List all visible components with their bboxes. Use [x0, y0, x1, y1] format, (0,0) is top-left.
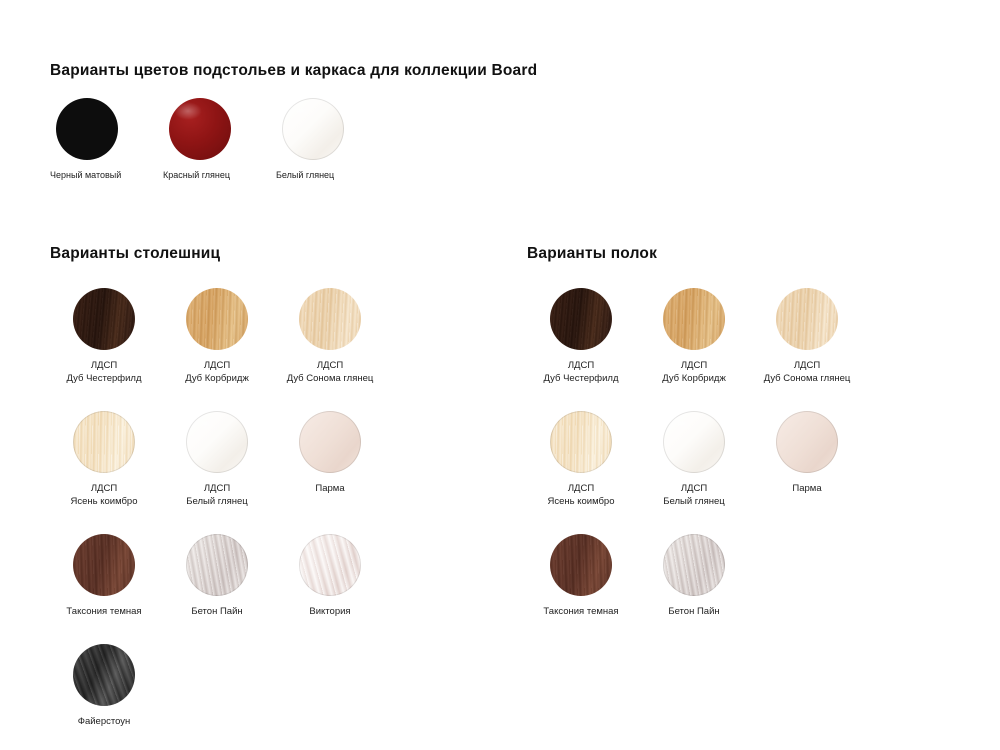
swatch-disc: [169, 98, 231, 160]
swatch-label-primary: Бетон Пайн: [668, 606, 720, 617]
swatch-labels: [50, 482, 158, 508]
swatch-labels: [640, 605, 748, 618]
swatch-label-secondary: Дуб Корбридж: [662, 373, 726, 384]
swatch-labels: [527, 605, 635, 618]
swatch-label-primary: ЛДСП: [203, 483, 231, 494]
swatch-item: [50, 644, 163, 728]
swatch-label-secondary: Дуб Сонома глянец: [763, 373, 851, 384]
swatch-labels: [276, 169, 376, 182]
swatch-disc: [299, 411, 361, 473]
swatch-item: [50, 288, 163, 385]
swatch-labels: [50, 359, 158, 385]
swatch-item: [163, 288, 276, 385]
swatch-disc: [56, 98, 118, 160]
swatch-item: [527, 534, 640, 618]
swatch-disc: [550, 534, 612, 596]
swatch-item: [50, 534, 163, 618]
swatch-label-secondary: Ясень коимбро: [547, 496, 615, 507]
swatch-item: [640, 288, 753, 385]
swatch-item: [163, 534, 276, 618]
swatch-labels: [163, 169, 263, 182]
swatch-labels: [163, 359, 271, 385]
swatch-labels: [276, 605, 384, 618]
swatch-label-secondary: Ясень коимбро: [70, 496, 138, 507]
swatch-item: [50, 98, 163, 182]
swatch-item: [753, 288, 866, 385]
swatch-disc: [282, 98, 344, 160]
swatch-label-primary: ЛДСП: [203, 360, 231, 371]
swatch-labels: [50, 605, 158, 618]
swatch-label-primary: ЛДСП: [316, 360, 344, 371]
shelves-grid: [527, 288, 866, 618]
swatch-label-secondary: Дуб Сонома глянец: [286, 373, 374, 384]
swatch-labels: [753, 359, 861, 385]
swatch-item: [640, 411, 753, 508]
swatch-labels: [527, 482, 635, 508]
frame-colors-section-title: Варианты цветов подстольев и каркаса для коллекции Board: [50, 62, 538, 79]
swatch-disc: [73, 411, 135, 473]
swatch-disc: [73, 534, 135, 596]
swatch-disc: [73, 644, 135, 706]
swatch-label-primary: ЛДСП: [680, 360, 708, 371]
swatch-disc: [186, 288, 248, 350]
swatch-label-primary: ЛДСП: [90, 483, 118, 494]
swatch-item: [276, 98, 389, 182]
swatch-disc: [663, 288, 725, 350]
swatch-labels: [50, 169, 150, 182]
swatch-label-primary: ЛДСП: [793, 360, 821, 371]
swatch-labels: [753, 482, 861, 495]
frame-colors-grid: [50, 98, 389, 182]
tabletops-grid: [50, 288, 389, 728]
swatch-labels: [640, 482, 748, 508]
swatch-disc: [550, 411, 612, 473]
swatch-label-primary: Файерстоун: [77, 716, 131, 727]
swatch-labels: [276, 359, 384, 385]
swatch-disc: [186, 411, 248, 473]
swatch-disc: [299, 288, 361, 350]
swatch-labels: [640, 359, 748, 385]
swatch-disc: [186, 534, 248, 596]
swatch-item: [276, 534, 389, 618]
swatch-label-primary: Виктория: [309, 606, 351, 617]
swatch-labels: [163, 605, 271, 618]
swatch-label-primary: ЛДСП: [567, 360, 595, 371]
swatch-item: [276, 288, 389, 385]
swatch-labels: [276, 482, 384, 495]
swatch-item: [527, 411, 640, 508]
swatch-labels: [527, 359, 635, 385]
swatch-label-primary: Белый глянец: [276, 170, 335, 180]
swatch-label-primary: Парма: [315, 483, 345, 494]
swatch-disc: [73, 288, 135, 350]
swatch-label-secondary: Белый глянец: [186, 496, 248, 507]
swatch-item: [50, 411, 163, 508]
swatch-label-secondary: Дуб Корбридж: [185, 373, 249, 384]
swatch-label-primary: ЛДСП: [90, 360, 118, 371]
swatch-item: [753, 411, 866, 508]
swatch-labels: [163, 482, 271, 508]
swatch-disc: [776, 411, 838, 473]
swatch-disc: [550, 288, 612, 350]
swatch-label-primary: Парма: [792, 483, 822, 494]
swatch-item: [527, 288, 640, 385]
swatch-label-primary: ЛДСП: [567, 483, 595, 494]
swatch-disc: [663, 411, 725, 473]
swatch-label-primary: Черный матовый: [50, 170, 122, 180]
swatch-item: [163, 411, 276, 508]
swatch-item: [276, 411, 389, 508]
swatch-item: [163, 98, 276, 182]
shelves-section-title: Варианты полок: [527, 245, 658, 262]
swatch-labels: [50, 715, 158, 728]
swatch-disc: [299, 534, 361, 596]
swatch-label-secondary: Белый глянец: [663, 496, 725, 507]
swatch-label-primary: ЛДСП: [680, 483, 708, 494]
swatch-disc: [663, 534, 725, 596]
swatch-label-secondary: Дуб Честерфилд: [543, 373, 619, 384]
swatch-label-primary: Бетон Пайн: [191, 606, 243, 617]
swatch-label-primary: Таксония темная: [543, 606, 619, 617]
swatch-disc: [776, 288, 838, 350]
swatch-label-primary: Красный глянец: [163, 170, 231, 180]
swatch-label-secondary: Дуб Честерфилд: [66, 373, 142, 384]
tabletops-section-title: Варианты столешниц: [50, 245, 221, 262]
swatch-label-primary: Таксония темная: [66, 606, 142, 617]
swatch-item: [640, 534, 753, 618]
